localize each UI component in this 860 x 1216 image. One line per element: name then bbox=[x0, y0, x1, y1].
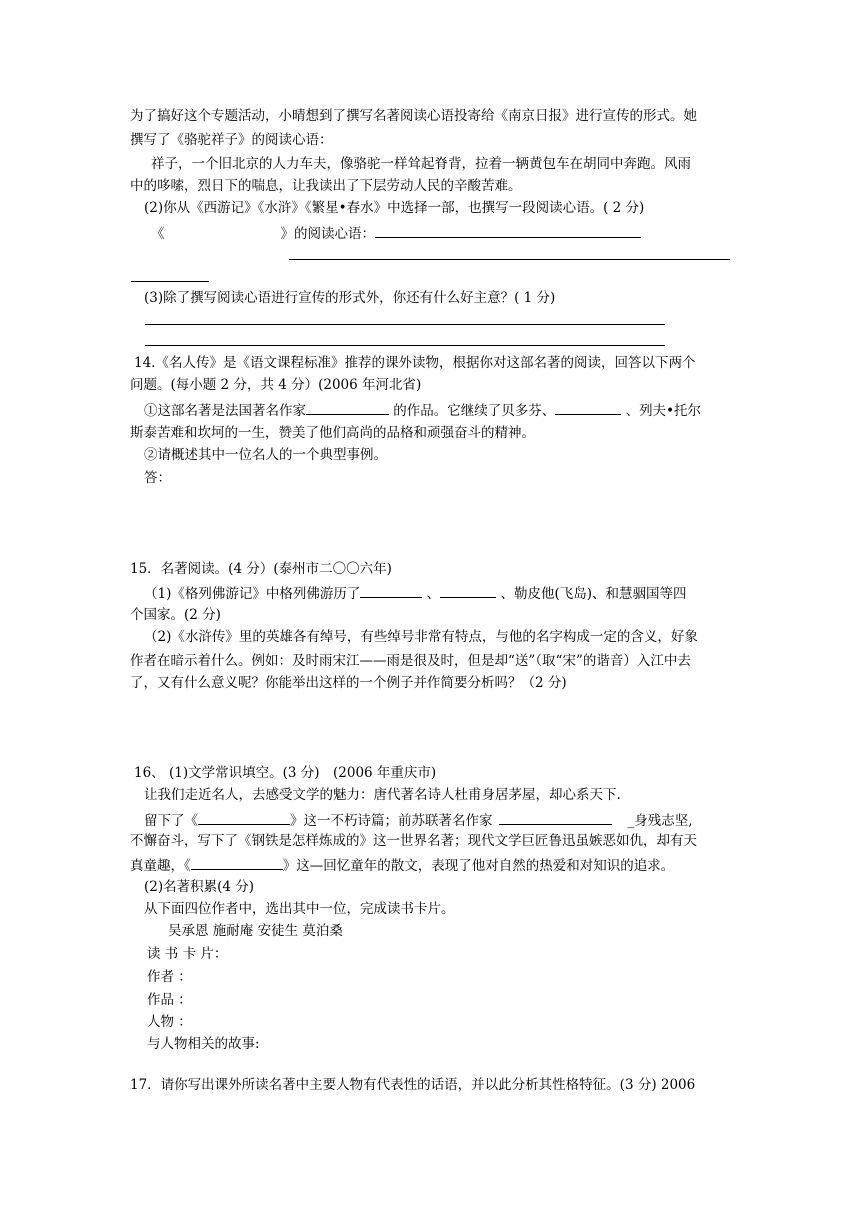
q16-line-2: 让我们走近名人，去感受文学的魅力：唐代著名诗人杜甫身居茅屋，却心系天下. bbox=[144, 787, 621, 803]
q16-card-work: 作品 ： bbox=[147, 992, 192, 1008]
q16-text-4: 真童趣，《 bbox=[130, 858, 191, 874]
q14-blank-author[interactable] bbox=[306, 400, 389, 415]
q14-text-1: ①这部名著是法国著名作家 bbox=[144, 403, 306, 419]
q13-book-line bbox=[151, 223, 641, 243]
q14-line-2: 问题。(每小题 2 分，共 4 分）(2006 年河北省) bbox=[130, 377, 422, 393]
q14-blank-person[interactable] bbox=[555, 400, 621, 415]
q14-line-6: 答： bbox=[144, 470, 171, 486]
q16-authors: 吴承恩 施耐庵 安徒生 莫泊桑 bbox=[168, 923, 343, 939]
intro-line-4: 中的哆嗦，烈日下的喘息，让我读出了下层劳动人民的辛酸苦难。 bbox=[130, 178, 522, 194]
q16-card-story: 与人物相关的故事: bbox=[147, 1036, 260, 1052]
intro-line-2: 撰写了《骆驼祥子》的阅读心语： bbox=[130, 132, 333, 148]
q13-answer-line-3[interactable] bbox=[131, 281, 209, 282]
q16-line-3 bbox=[144, 810, 693, 830]
q16-blank-essay[interactable] bbox=[191, 855, 283, 870]
q16-line-5 bbox=[130, 855, 674, 875]
q14-line-5: ②请概述其中一位名人的一个典型事例。 bbox=[144, 447, 387, 463]
q13-part3-prompt: (3)除了撰写阅读心语进行宣传的形式外，你还有什么好主意？( 1 分) bbox=[144, 290, 556, 306]
q15-blank-1[interactable] bbox=[360, 583, 422, 598]
q15-line-6: 了，又有什么意义呢？你能举出这样的一个例子并作简要分析吗？（2 分) bbox=[130, 675, 567, 691]
q13-answer-line-5[interactable] bbox=[145, 345, 665, 346]
q16-line-6: (2)名著积累(4 分) bbox=[144, 879, 255, 895]
q13-answer-line-2[interactable] bbox=[289, 259, 730, 260]
q14-line-4: 斯泰苦难和坎坷的一生，赞美了他们高尚的品格和顽强奋斗的精神。 bbox=[130, 425, 535, 441]
q15-text-1: （1)《格列佛游记》中格列佛游历了 bbox=[144, 586, 361, 602]
intro-line-3: 祥子，一个旧北京的人力车夫，像骆驼一样耸起脊背，拉着一辆黄包车在胡同中奔跑。风雨 bbox=[151, 156, 691, 172]
q15-line-4: （2)《水浒传》里的英雄各有绰号，有些绰号非常有特点，与他的名字构成一定的含义，好象 bbox=[144, 629, 698, 645]
q17-line-1: 17．请你写出课外所读名著中主要人物有代表性的话语，并以此分析其性格特征。(3 分) 2006 bbox=[130, 1077, 696, 1093]
q15-blank-2[interactable] bbox=[440, 583, 496, 598]
q14-text-2: 的作品。它继续了贝多芬、 bbox=[389, 403, 556, 419]
q16-text-5: 》这—回忆童年的散文，表现了他对自然的热爱和对知识的追求。 bbox=[282, 858, 675, 874]
q15-line-3: 个国家。(2 分) bbox=[130, 607, 221, 623]
q16-line-1: 16、 (1)文学常识填空。(3 分) (2006 年重庆市) bbox=[134, 765, 437, 781]
q13-answer-blank[interactable] bbox=[375, 223, 641, 238]
q14-line-1: 14.《名人传》是《语文课程标准》推荐的课外读物，根据你对这部名著的阅读，回答以下两个 bbox=[134, 355, 696, 371]
q13-answer-line-4[interactable] bbox=[145, 324, 665, 325]
intro-line-1: 为了搞好这个专题活动，小晴想到了撰写名著阅读心语投寄给《南京日报》进行宣传的形式。她 bbox=[130, 108, 697, 124]
q16-blank-writer[interactable] bbox=[499, 810, 612, 825]
q16-blank-poem[interactable] bbox=[198, 810, 290, 825]
q14-line-3 bbox=[144, 400, 701, 420]
q16-text-1: 留下了《 bbox=[144, 813, 198, 829]
q16-text-3: _身残志坚, bbox=[627, 813, 693, 829]
q15-line-2 bbox=[144, 583, 686, 603]
q13-open-bracket: 《 bbox=[151, 226, 165, 242]
q16-line-4: 不懈奋斗，写下了《钢铁是怎样炼成的》这一世界名著；现代文学巨匠鲁迅虽嫉恶如仇，却有天 bbox=[130, 833, 697, 849]
q16-text-2: 》这一不朽诗篇；前苏联著名作家 bbox=[290, 813, 493, 829]
q14-text-3: 、列夫•托尔 bbox=[621, 403, 702, 419]
q15-line-1: 15．名著阅读。(4 分）(泰州市二〇〇六年) bbox=[130, 561, 392, 577]
q16-card-title: 读 书 卡 片： bbox=[147, 946, 228, 962]
q16-card-author: 作者 ： bbox=[147, 969, 192, 985]
q15-text-2: 、 bbox=[422, 586, 441, 602]
q16-card-person: 人物 ： bbox=[147, 1014, 192, 1030]
q15-line-5: 作者在暗示着什么。例如：及时雨宋江——雨是很及时，但是却“送”（取“宋”的谐音）入江中去 bbox=[130, 653, 691, 669]
q16-line-7: 从下面四位作者中，选出其中一位，完成读书卡片。 bbox=[144, 901, 455, 917]
q13-close-label: 》的阅读心语： bbox=[280, 226, 375, 242]
q13-part2-prompt: (2)你从《西游记》《水浒》《繁星•春水》中选择一部，也撰写一段阅读心语。( 2 分) bbox=[144, 200, 645, 216]
q15-text-3: 、勒皮他(飞岛)、和慧骃国等四 bbox=[496, 586, 687, 602]
